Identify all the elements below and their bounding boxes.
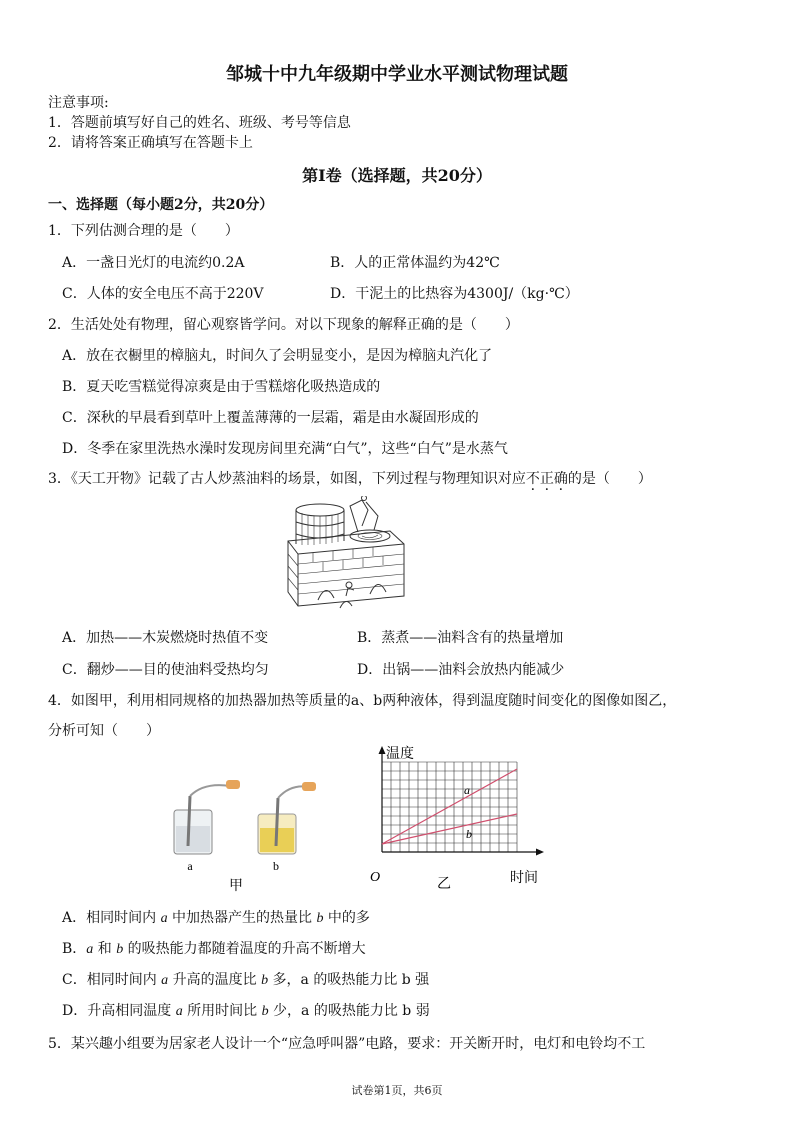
origin-label: O — [370, 870, 381, 885]
option-text: 多，a 的吸热能力比 b 强 — [268, 972, 430, 988]
line-b — [382, 814, 517, 844]
line-a-label: a — [464, 783, 470, 797]
q4-option-a — [62, 909, 370, 928]
option-text: 和 — [93, 941, 117, 957]
question-3-stem — [48, 470, 652, 488]
line-b-label: b — [466, 827, 472, 841]
y-axis-arrow-icon — [379, 746, 386, 754]
option-text: B． — [62, 941, 87, 957]
q2-option-a: A．放在衣橱里的樟脑丸，时间久了会明显变小，是因为樟脑丸汽化了 — [62, 348, 493, 364]
q3-option-a: A．加热——木炭燃烧时热值不变 — [62, 630, 269, 646]
q1-option-d: D．干泥土的比热容为4300J/（kg·℃） — [330, 286, 579, 302]
q2-option-b: B．夏天吃雪糕觉得凉爽是由于雪糕熔化吸热造成的 — [62, 379, 381, 395]
var-a: a — [160, 911, 168, 926]
emphasis-char: 确 — [553, 471, 568, 487]
question-2-stem: 2．生活处处有物理，留心观察皆学问。对以下现象的解释正确的是（ ） — [48, 317, 519, 333]
option-text: 中加热器产生的热量比 — [167, 910, 317, 926]
figure-yi — [366, 744, 550, 892]
notice-item: 2．请将答案正确填写在答题卡上 — [48, 135, 253, 151]
var-b: b — [116, 942, 124, 957]
emphasis-char: 不 — [525, 471, 540, 487]
notice-item: 1．答题前填写好自己的姓名、班级、考号等信息 — [48, 115, 351, 131]
q1-option-c: C．人体的安全电压不高于220V — [62, 286, 264, 302]
question-4-stem-line2: 分析可知（ ） — [48, 723, 160, 739]
q4-option-d — [62, 1002, 430, 1021]
option-text: 升高的温度比 — [168, 972, 262, 988]
volume-title: 第I卷（选择题，共20分） — [302, 166, 492, 185]
page-title: 邹城十中九年级期中学业水平测试物理试题 — [226, 64, 568, 85]
page-footer: 试卷第1页，共6页 — [351, 1084, 443, 1097]
heater-b — [276, 798, 278, 846]
beaker-a-label: a — [187, 859, 193, 873]
option-text: 少，a 的吸热能力比 b 弱 — [268, 1003, 430, 1019]
stove-illustration — [278, 496, 410, 618]
option-text: C．相同时间内 — [62, 972, 162, 988]
var-b: b — [261, 1004, 269, 1019]
q4-option-b — [62, 940, 366, 959]
q2-option-d: D．冬季在家里洗热水澡时发现房间里充满“白气”，这些“白气”是水蒸气 — [62, 441, 508, 457]
var-a: a — [175, 1004, 183, 1019]
option-text: A．相同时间内 — [62, 910, 161, 926]
x-axis-label: 时间 — [510, 871, 538, 886]
question-4-stem-line1: 4．如图甲，利用相同规格的加热器加热等质量的a、b两种液体，得到温度随时间变化的图像如图乙， — [48, 693, 677, 709]
option-text: 的吸热能力都随着温度的升高不断增大 — [123, 941, 366, 957]
x-axis-arrow-icon — [536, 849, 544, 856]
q3-stem-end: 的是（ ） — [567, 471, 652, 487]
part-title: 一、选择题（每小题2分，共20分） — [48, 197, 274, 213]
var-b: b — [261, 973, 269, 988]
var-b: b — [316, 911, 324, 926]
option-text: 所用时间比 — [182, 1003, 262, 1019]
question-1-stem: 1．下列估测合理的是（ ） — [48, 223, 239, 239]
q3-option-b: B．蒸煮——油料含有的热量增加 — [357, 630, 564, 646]
figure-jia — [160, 776, 320, 894]
figure-yi-caption: 乙 — [437, 877, 451, 892]
question-5-stem: 5．某兴趣小组要为居家老人设计一个“应急呼叫器”电路，要求：开关断开时，电灯和电铃均不工 — [48, 1036, 646, 1052]
q1-option-b: B．人的正常体温约为42℃ — [330, 255, 500, 271]
q1-option-a: A．一盏日光灯的电流约0.2A — [62, 255, 245, 271]
var-a: a — [161, 973, 169, 988]
q4-option-c — [62, 971, 429, 990]
heater-a — [188, 796, 190, 846]
q3-option-c: C．翻炒——目的使油料受热均匀 — [62, 662, 269, 678]
q2-option-c: C．深秋的早晨看到草叶上覆盖薄薄的一层霜，霜是由水凝固形成的 — [62, 410, 479, 426]
option-text: D．升高相同温度 — [62, 1003, 176, 1019]
q3-emphasis — [526, 471, 568, 487]
var-a: a — [86, 942, 94, 957]
option-text: 中的多 — [323, 910, 370, 926]
emphasis-char: 正 — [539, 471, 554, 487]
notice-title: 注意事项: — [48, 95, 109, 111]
beaker-b-label: b — [273, 859, 279, 873]
y-axis-label: 温度 — [386, 747, 414, 762]
q3-stem-text: 3．《天工开物》记载了古人炒蒸油料的场景，如图，下列过程与物理知识对应 — [48, 471, 526, 487]
figure-jia-caption: 甲 — [229, 879, 243, 894]
q3-option-d: D．出锅——油料会放热内能减少 — [357, 662, 565, 678]
